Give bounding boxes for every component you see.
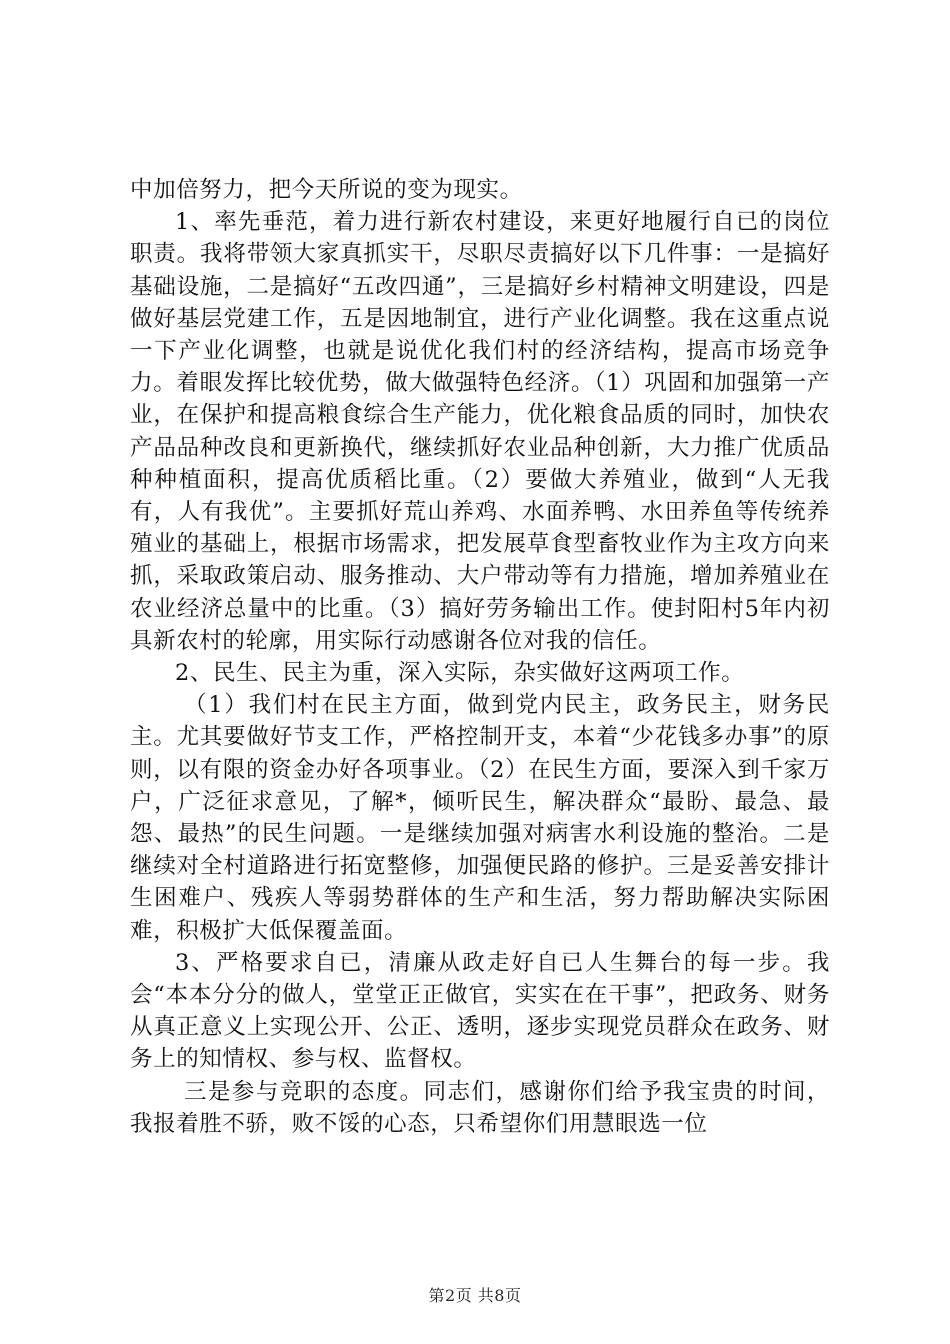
paragraph-continuation: 中加倍努力，把今天所说的变为现实。: [130, 177, 523, 203]
paragraph-attitude: 三是参与竞职的态度。同志们，感谢你们给予我宝贵的时间，我报着胜不骄，败不馁的心态，只希望你们用慧眼选一位: [130, 1078, 830, 1137]
paragraph-item-3: 3、严格要求自已，清廉从政走好自已人生舞台的每一步。我会“本本分分的做人，堂堂正正做官，实实在在干事”，把政务、财务从真正意义上实现公开、公正、透明，逐步实现党员群众在政务、财务上的知情权、参与权、监督权。: [130, 949, 830, 1073]
document-body: [130, 174, 830, 1140]
paragraph-item-2-body: （1）我们村在民主方面，做到党内民主，政务民主，财务民主。尤其要做好节支工作，严格控制开支，本着“少花钱多办事”的原则，以有限的资金办好各项事业。（2）在民生方面，要深入到千家万户，广泛征求意见，了解*，倾听民生，解决群众“最盼、最急、最怨、最热”的民生问题。一是继续加强对病害水利设施的整治。二是继续对全村道路进行拓宽整修，加强便民路的修护。三是妥善安排计生困难户、残疾人等弱势群体的生产和生活，努力帮助解决实际困难，积极扩大低保覆盖面。: [130, 692, 830, 944]
paragraph-item-1: 1、率先垂范，着力进行新农村建设，来更好地履行自已的岗位职责。我将带领大家真抓实干，尽职尽责搞好以下几件事：一是搞好基础设施，二是搞好“五改四通”，三是搞好乡村精神文明建设，四是做好基层党建工作，五是因地制宜，进行产业化调整。我在这重点说一下产业化调整，也就是说优化我们村的经济结构，提高市场竞争力。着眼发挥比较优势，做大做强特色经济。（1）巩固和加强第一产业，在保护和提高粮食综合生产能力，优化粮食品质的同时，加快农产品品种改良和更新换代，继续抓好农业品种创新，大力推广优质品种种植面积，提高优质稻比重。（2）要做大养殖业，做到“人无我有，人有我优”。主要抓好荒山养鸡、水面养鸭、水田养鱼等传统养殖业的基础上，根据市场需求，把发展草食型畜牧业作为主攻方向来抓，采取政策启动、服务推动、大户带动等有力措施，增加养殖业在农业经济总量中的比重。（3）搞好劳务输出工作。使封阳村5年内初具新农村的轮廓，用实际行动感谢各位对我的信任。: [130, 209, 830, 654]
page-number-footer: 第2页 共8页: [428, 1286, 522, 1305]
paragraph-item-2-heading: 2、民生、民主为重，深入实际，杂实做好这两项工作。: [175, 660, 745, 687]
